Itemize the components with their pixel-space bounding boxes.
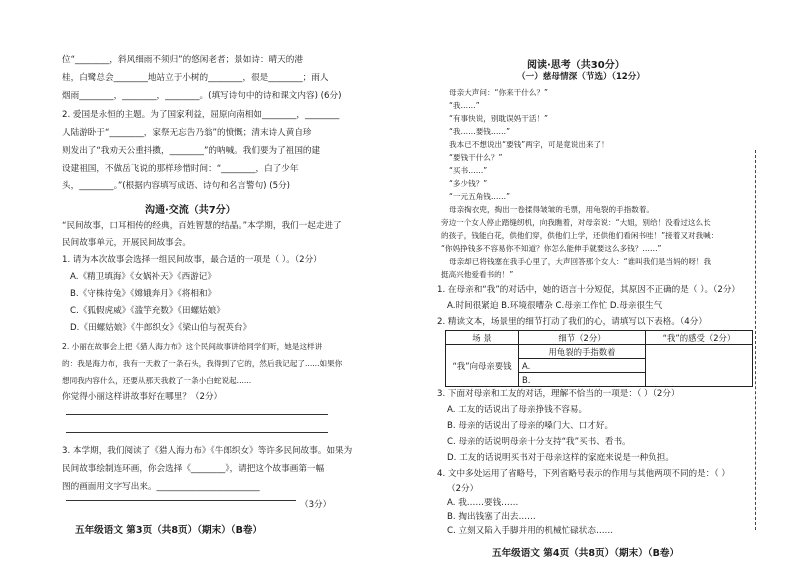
passage-line: “有事快说，别耽误妈干活！” [449,114,548,123]
option-a: A. 我……要钱…… [447,498,519,508]
question-2: 2. 精读文本，场景里的细节打动了我们的心，请填写以下表格。（4分） [437,317,707,327]
text-line: 人陆游卧于“________，家祭无忘告乃翁”的愤慨；清末诗人黄自珍 [62,128,312,138]
passage-line: “你妈挣钱多不容易你不知道？你怎么能伸手就要这么多钱？……” [441,244,662,253]
passage-line: 挺高兴他爱看书的！” [441,270,514,279]
passage-line: “要钱干什么？” [449,153,503,162]
text-line: 位“________，斜风细雨不须归”的悠闲老者；景如诗：晴天的港 [62,55,303,65]
passage-line: 的孩子，钱能白花，供他们穿，供他们上学，还供他们看闲书哇！”接着又对我喊： [441,231,719,240]
text-line: 的：我是海力布，我有一天救了一条石头，我得到了它的，然后我记起了......如果你 [62,359,343,368]
score-label: （3分） [300,500,332,510]
table-cell-feeling-answer[interactable] [646,345,753,387]
table-cell-scene: “我”向母亲要钱 [446,345,519,387]
passage-line: “我……要钱……” [449,127,511,136]
text-line: 民间故事绘制连环画，你会选择《________》，请把这个故事画第一幅 [62,464,325,474]
passage-line: 母亲却已将钱塞在我手心里了，大声回答那个女人：“谁叫我们是当妈的呀！我 [449,257,712,266]
text-line: 图的画面用文字写出来。________________________ [62,482,260,492]
passage-line: 旁边一个女人停止踏缝纫机，向我瞧着，对母亲说：“大姐，别给！没看过这么长 [441,218,711,227]
text-line: “民间故事，口耳相传的经典，百姓智慧的结晶。”本学期，我们一起走进了 [62,221,342,231]
binding-dashed-line [755,150,756,530]
page-footer: 五年级语文 第4页（共8页）（期末）（B卷） [492,548,680,559]
text-line: 民间故事单元，开展民间故事会。 [62,238,191,248]
question-1-options: A.时间很紧迫 B.环境很嘈杂 C.母亲工作忙 D.母亲很生气 [447,301,663,311]
question-4: 4. 文中多处运用了省略号，下列省略号表示的作用与其他两项不同的是：（ ） [437,469,730,479]
table-header-scene: 场 景 [446,331,519,345]
passage-line: “多少钱？” [449,179,488,188]
text-line: 想同我内容什么，还要从那天我救了一条小白蛇说起...... [62,376,252,385]
option-a: A. 工友的话说出了母亲挣钱不容易。 [447,405,588,415]
passage-line: “我……” [449,101,480,110]
answer-table [445,330,753,387]
text-line: 头，________。”(根据内容填写成语、诗句和名言警句) (5分) [62,181,291,191]
option-a: A.《精卫填海》《女娲补天》《西游记》 [70,272,216,282]
table-header-detail: 细节（2分） [519,331,646,345]
question-2: 2. 小丽在故事会上把《猎人海力布》这个民间故事讲给同学们听，她是这样讲 [62,342,323,351]
option-c: C.《狐假虎威》《滥竽充数》《田螺姑娘》 [70,306,225,316]
section-title: 阅读·思考（共30分） [527,60,625,71]
text-line: 桂，白鹭总会________地站立于小树的________，很是________；雨人 [62,73,329,83]
passage-line: 母亲大声问：“你来干什么？” [449,88,548,97]
option-d: D.《田螺姑娘》《牛郎织女》《梁山伯与祝英台》 [70,323,252,333]
option-b: B.《守株待兔》《嫦娥奔月》《将相和》 [70,289,217,299]
text-line: 2. 爱国是永恒的主题。为了国家利益，屈原向南相如________，________ [62,110,340,120]
option-d: D. 工友的话说明买书对于母亲这样的家庭来说是一种负担。 [447,453,674,463]
table-cell-detail-a[interactable]: A. [519,359,646,373]
passage-line: 母亲掏衣兜，掏出一卷揉得皱皱的毛票，用龟裂的手指数着。 [449,205,655,214]
table-cell-detail: 用龟裂的手指数着 [519,345,646,359]
passage-line: 我本已不想说出“要钱”两字，可是竟说出来了！ [449,140,609,149]
passage-line: “一元五角钱……” [449,192,511,201]
option-c: C. 母亲的话说明母亲十分支持“我”买书、看书。 [447,437,631,447]
page-footer: 五年级语文 第3页（共8页）（期末）（B卷） [75,525,263,536]
answer-line[interactable] [66,500,296,501]
text-line: 设建祖国，不做岳飞说的那样珍惜时间：“________，白了少年 [62,164,299,174]
answer-line[interactable] [66,432,328,433]
text-line: 烟雨________，________，________。(填写诗句中的诗和课文内容) (6分) [62,91,342,101]
text-line: 则发出了“我劝天公重抖擞，________”的呐喊。我们要为了祖国的建 [62,146,321,156]
question-3: 3. 本学期，我们阅读了《猎人海力布》《牛郎织女》等许多民间故事。如果为 [62,446,353,456]
answer-line[interactable] [66,414,328,415]
question-1: 1. 请为本次故事会选择一组民间故事，最合适的一项是（ ）。（2分） [62,255,322,265]
option-b: B. 母亲的话说出了母亲的嗓门大、口才好。 [447,421,614,431]
right-page [397,0,794,561]
option-b: B. 掏出钱塞了出去…… [447,512,536,522]
subsection-title: （一）慈母情深（节选）（12分） [517,72,645,82]
section-title: 沟通·交流（共7分） [145,205,236,216]
passage-line: “买书……” [449,166,488,175]
table-header-feeling: “我”的感受（2分） [646,331,753,345]
text-line: 你觉得小丽这样讲故事好在哪里？（2分） [62,392,223,402]
option-c: C. 立刻又陷入手脚并用的机械忙碌状态…… [447,526,614,536]
table-cell-detail-b[interactable]: B. [519,373,646,387]
question-3: 3. 下面对母亲和工友的对话，理解不恰当的一项是：（ ）（2分） [437,389,680,399]
question-1: 1. 在母亲和“我”的对话中，她的语言十分短促，其原因不正确的是（ ）。（2分） [437,285,741,295]
question-4-score: （2分） [447,484,479,494]
